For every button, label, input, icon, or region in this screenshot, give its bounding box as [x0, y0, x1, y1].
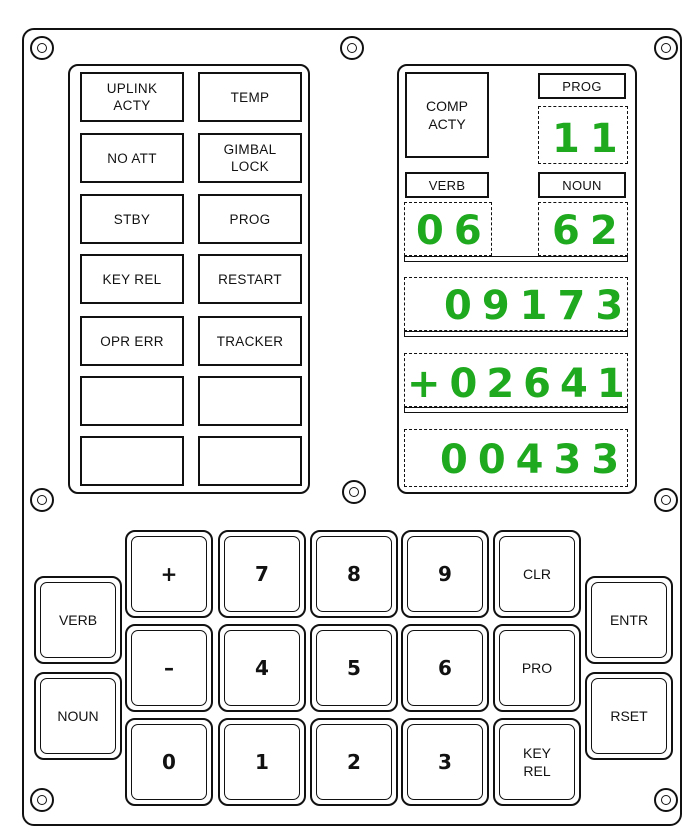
- lamp-key-rel: KEY REL: [80, 254, 184, 304]
- seven-key[interactable]: 7: [218, 530, 306, 618]
- nine-key[interactable]: 9: [401, 530, 489, 618]
- noun-key[interactable]: NOUN: [34, 672, 122, 760]
- five-key[interactable]: 5: [310, 624, 398, 712]
- display-separator: [404, 407, 628, 413]
- clr-key[interactable]: CLR: [493, 530, 581, 618]
- display-separator: [404, 256, 628, 262]
- one-key[interactable]: 1: [218, 718, 306, 806]
- lamp-uplink-acty: UPLINK ACTY: [80, 72, 184, 122]
- comp-acty-indicator: COMP ACTY: [405, 72, 489, 158]
- lamp-no-att: NO ATT: [80, 133, 184, 183]
- lamp-gimbal-lock: GIMBAL LOCK: [198, 133, 302, 183]
- register-2-display: +02641: [407, 361, 634, 407]
- register-1-display: 09173: [444, 283, 634, 329]
- prog-label: PROG: [538, 73, 626, 99]
- lamp-prog: PROG: [198, 194, 302, 244]
- lamp-tracker: TRACKER: [198, 316, 302, 366]
- four-key[interactable]: 4: [218, 624, 306, 712]
- lamp-blank: [198, 376, 302, 426]
- screw-icon: [340, 36, 364, 60]
- plus-key[interactable]: +: [125, 530, 213, 618]
- eight-key[interactable]: 8: [310, 530, 398, 618]
- screw-icon: [30, 788, 54, 812]
- screw-icon: [654, 488, 678, 512]
- verb-key[interactable]: VERB: [34, 576, 122, 664]
- entr-key[interactable]: ENTR: [585, 576, 673, 664]
- zero-key[interactable]: 0: [125, 718, 213, 806]
- three-key[interactable]: 3: [401, 718, 489, 806]
- noun-display: 62: [552, 208, 628, 254]
- noun-label: NOUN: [538, 172, 626, 198]
- lamp-blank: [80, 376, 184, 426]
- lamp-opr-err: OPR ERR: [80, 316, 184, 366]
- screw-icon: [30, 36, 54, 60]
- screw-icon: [654, 788, 678, 812]
- screw-icon: [30, 488, 54, 512]
- screw-icon: [342, 480, 366, 504]
- rset-key[interactable]: RSET: [585, 672, 673, 760]
- pro-key[interactable]: PRO: [493, 624, 581, 712]
- register-3-display: 00433: [440, 437, 630, 483]
- display-separator: [404, 331, 628, 337]
- lamp-stby: STBY: [80, 194, 184, 244]
- minus-key[interactable]: –: [125, 624, 213, 712]
- two-key[interactable]: 2: [310, 718, 398, 806]
- screw-icon: [654, 36, 678, 60]
- prog-display: 11: [552, 116, 628, 162]
- verb-display: 06: [416, 208, 492, 254]
- lamp-temp: TEMP: [198, 72, 302, 122]
- lamp-blank: [80, 436, 184, 486]
- lamp-restart: RESTART: [198, 254, 302, 304]
- lamp-blank: [198, 436, 302, 486]
- six-key[interactable]: 6: [401, 624, 489, 712]
- key-rel-key[interactable]: KEY REL: [493, 718, 581, 806]
- verb-label: VERB: [405, 172, 489, 198]
